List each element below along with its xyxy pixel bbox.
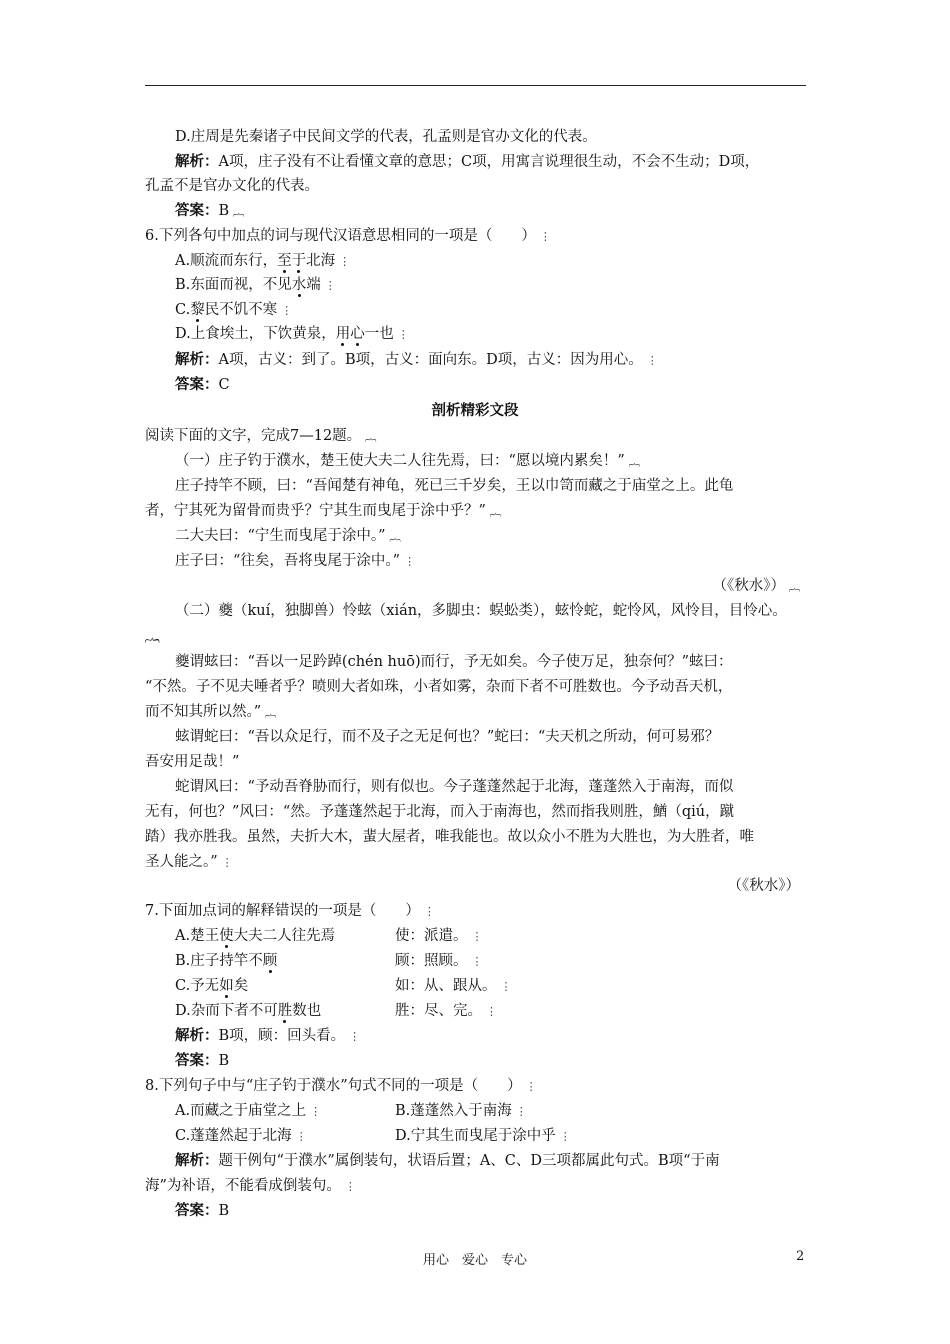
explain-text: 胜：尽、完。 — [395, 1003, 482, 1019]
paragraph-mark: ⋮ — [646, 354, 658, 367]
q7-option-a — [175, 926, 335, 946]
passage2-p3: 蚿谓蛇曰：“吾以众足行，而不及子之无足何也？”蛇曰：“夫天机之所动，何可易邪？ — [175, 729, 720, 745]
paragraph-mark: ︷ — [789, 580, 800, 593]
q8-analysis — [175, 1151, 720, 1171]
passage1-source — [713, 576, 801, 597]
passage2-p2-cont: “不然。子不见夫唾者乎？喷则大者如珠，小者如雾，杂而下者不可胜数也。今予动吾天机， — [145, 679, 733, 695]
analysis-text: B项，顾：回头看。 — [218, 1028, 346, 1044]
q6-option-c — [175, 300, 292, 321]
paragraph-mark: ︷ — [233, 205, 245, 218]
paragraph-mark: ⋮ — [324, 279, 336, 292]
q7-explain-c — [395, 976, 512, 997]
q6-option-b — [175, 275, 336, 296]
paragraph-mark: ⋮ — [339, 255, 351, 268]
passage1-p3 — [175, 526, 401, 547]
passage2-p3-cont: 吾安用足哉！” — [145, 754, 240, 770]
question-text: 8.下列句子中与“庄子钓于濮水”句式不同的一项是（ ） — [145, 1078, 522, 1094]
analysis-text: 题干例句“于濮水”属倒装句，状语后置；A、C、D三项都属此句式。B项“于南 — [218, 1153, 720, 1169]
analysis-label: 解析： — [175, 153, 219, 170]
q8-answer — [175, 1201, 229, 1221]
q8-option-a — [175, 1101, 321, 1122]
option-text: A.顺流而东行， — [175, 253, 278, 269]
paragraph-mark: ⋮ — [471, 955, 483, 968]
passage2-p4-cont — [145, 852, 233, 873]
answer-value: B — [218, 1053, 230, 1069]
answer-label: 答案： — [175, 202, 219, 219]
option-text: C. — [175, 302, 191, 318]
q5-answer — [175, 201, 244, 222]
paragraph-mark: ︷ — [365, 430, 377, 443]
analysis-text: A项，古义：到了。B项，古义：面向东。D项，古义：因为用心。 — [218, 352, 643, 368]
answer-label: 答案： — [175, 376, 219, 393]
option-text: 端 — [306, 277, 321, 293]
passage2-p2-cont — [145, 702, 276, 723]
q7-stem — [145, 901, 435, 922]
question-text: 6.下列各句中加点的词与现代汉语意思相同的一项是（ ） — [145, 228, 536, 244]
source-text: （《秋水》） — [712, 578, 785, 594]
passage2-p2: 夔谓蚿曰：“吾以一足趻踔(chén huō)而行，予无如矣。今子使万足，独奈何？”蚿曰： — [175, 654, 733, 670]
option-text: 矣 — [233, 978, 249, 994]
answer-value: B — [218, 1203, 230, 1219]
answer-value: C — [218, 377, 230, 393]
q6-answer — [175, 375, 230, 395]
paragraph-mark: ⋮ — [404, 555, 416, 568]
paragraph-mark: ︷ — [489, 505, 501, 518]
answer-label: 答案： — [175, 1202, 219, 1219]
option-text: 大夫二人往先焉 — [233, 928, 336, 944]
paragraph-mark: ⋮ — [397, 328, 409, 341]
dotted-word: 顾 — [262, 953, 278, 969]
dotted-word: 使 — [219, 928, 234, 944]
option-text: D.上食埃土，下饮黄泉， — [175, 326, 336, 342]
option-text: 北海 — [306, 253, 336, 269]
q6-stem — [145, 226, 551, 247]
option-text: A.楚王 — [175, 928, 220, 944]
q7-explain-b — [395, 951, 483, 972]
q6-analysis — [175, 350, 658, 371]
dotted-word: 用 — [335, 326, 351, 342]
q6-option-a — [175, 251, 350, 272]
dotted-word: 于 — [291, 253, 307, 269]
q5-analysis-cont: 孔孟不是官办文化的代表。 — [145, 178, 319, 194]
paragraph-mark: ⋮ — [539, 230, 551, 243]
explain-text: 使：派遣。 — [395, 928, 468, 944]
q7-explain-d — [395, 1001, 497, 1022]
header-rule — [145, 85, 806, 86]
q8-option-b — [395, 1101, 527, 1122]
passage-text: 者，宁其死为留骨而贵乎？宁其生而曳尾于涂中乎？” — [145, 503, 486, 519]
q5-analysis — [175, 152, 759, 172]
dotted-word: 水 — [291, 277, 307, 293]
option-text: A.而藏之于庙堂之上 — [175, 1103, 307, 1119]
analysis-label: 解析： — [175, 351, 219, 368]
passage2-p4-cont: 踏）我亦胜我。虽然，夫折大木，蜚大屋者，唯我能也。故以众小不胜为大胜也，为大胜者，唯 — [145, 829, 754, 845]
paragraph-mark: ⋮ — [295, 1130, 307, 1143]
q7-option-d — [175, 1001, 321, 1021]
paragraph-mark: ︷ — [265, 706, 277, 719]
passage1-p4 — [175, 551, 415, 572]
dotted-word: 心 — [350, 326, 365, 342]
paragraph-mark: ︷ — [389, 530, 401, 543]
paragraph-mark: ⋮ — [500, 980, 512, 993]
explain-text: 顾：照顾。 — [395, 953, 468, 969]
passage1-p2-cont — [145, 501, 501, 522]
q5-option-d: D.庄周是先秦诸子中民间文学的代表，孔孟则是官办文化的代表。 — [175, 129, 597, 145]
section-title: 剖析精彩文段 — [431, 402, 519, 419]
option-text: D.杂而下者不可 — [175, 1003, 278, 1019]
answer-value: B — [218, 203, 230, 219]
option-text: 民不饥不寒 — [204, 302, 278, 318]
passage-text: （一）庄子钓于濮水，楚王使大夫二人往先焉，曰：“愿以境内累矣！” — [175, 453, 625, 469]
paragraph-mark: ⋮ — [525, 1080, 537, 1093]
passage1-p1 — [175, 451, 640, 472]
option-text: B.庄子持竿不 — [175, 953, 263, 969]
dotted-word: 黎 — [190, 302, 205, 318]
paragraph-mark: ︷ — [145, 629, 160, 645]
dotted-word: 如 — [219, 978, 234, 994]
paragraph-mark: ⋮ — [559, 1130, 571, 1143]
q8-option-c — [175, 1126, 307, 1147]
paragraph-mark: ⋮ — [221, 856, 233, 869]
passage1-p2: 庄子持竿不顾，曰：“吾闻楚有神龟，死已三千岁矣，王以巾笥而藏之于庙堂之上。此龟 — [175, 478, 734, 494]
explain-text: 如：从、跟从。 — [395, 978, 497, 994]
answer-label: 答案： — [175, 1052, 219, 1069]
passage-text: 庄子曰：“往矣，吾将曳尾于涂中。” — [175, 553, 401, 569]
passage-text: 而不知其所以然。” — [145, 704, 262, 720]
reading-intro — [145, 426, 376, 447]
paragraph-mark: ⋮ — [486, 1005, 497, 1018]
paragraph-mark: ⋮ — [471, 930, 483, 943]
option-text: B.蓬蓬然入于南海 — [395, 1103, 512, 1119]
passage2-p1: （二）夔（kuí，独脚兽）怜蚿（xián，多脚虫：蜈蚣类），蚿怜蛇，蛇怜风，风怜目，目怜心。 — [175, 603, 787, 619]
option-text: B.东面而视，不见 — [175, 277, 292, 293]
q7-analysis — [175, 1026, 360, 1047]
passage2-source: （《秋水》） — [727, 878, 800, 894]
analysis-text: A项，庄子没有不让看懂文章的意思；C项，用寓言说理很生动，不会不生动；D项， — [218, 154, 760, 170]
analysis-text: 海”为补语，不能看成倒装句。 — [145, 1178, 341, 1194]
analysis-label: 解析： — [175, 1152, 219, 1169]
q7-option-b — [175, 951, 277, 971]
option-text: C.予无 — [175, 978, 220, 994]
passage2-p4: 蛇谓风曰：“予动吾脊胁而行，则有似也。今子蓬蓬然起于北海，蓬蓬然入于南海，而似 — [175, 779, 734, 795]
passage2-p4-cont: 无有，何也？”风曰：“然。予蓬蓬然起于北海，而入于南海也，然而指我则胜，鰌（qiú，蹴 — [145, 804, 735, 820]
intro-text: 阅读下面的文字，完成7—12题。 — [145, 428, 362, 444]
q7-option-c — [175, 976, 248, 996]
option-text: 一也 — [364, 326, 394, 342]
dotted-word: 至 — [277, 253, 292, 269]
paragraph-mark: ⋮ — [515, 1105, 527, 1118]
q7-explain-a — [395, 926, 483, 947]
footer-slogan: 用心 爱心 专心 — [422, 1253, 527, 1268]
paragraph-mark: ︷ — [628, 455, 640, 468]
q8-stem — [145, 1076, 537, 1097]
option-text: 数也 — [292, 1003, 322, 1019]
dotted-word: 胜 — [277, 1003, 293, 1019]
paragraph-mark: ⋮ — [349, 1030, 361, 1043]
paragraph-mark: ⋮ — [423, 905, 435, 918]
paragraph-mark: ⋮ — [281, 304, 293, 317]
passage-text: 圣人能之。” — [145, 854, 218, 870]
page-number: 2 — [796, 1249, 805, 1264]
q8-option-d — [395, 1126, 571, 1147]
q6-option-d — [175, 324, 409, 345]
option-text: D.宁其生而曳尾于涂中乎 — [395, 1128, 556, 1144]
paragraph-mark: ⋮ — [310, 1105, 322, 1118]
option-text: C.蓬蓬然起于北海 — [175, 1128, 292, 1144]
paragraph-mark: ⋮ — [344, 1180, 356, 1193]
passage-text: 二大夫曰：“宁生而曳尾于涂中。” — [175, 528, 386, 544]
q7-answer — [175, 1051, 229, 1071]
question-text: 7.下面加点词的解释错误的一项是（ ） — [145, 903, 420, 919]
q8-analysis-cont — [145, 1176, 356, 1197]
analysis-label: 解析： — [175, 1027, 219, 1044]
